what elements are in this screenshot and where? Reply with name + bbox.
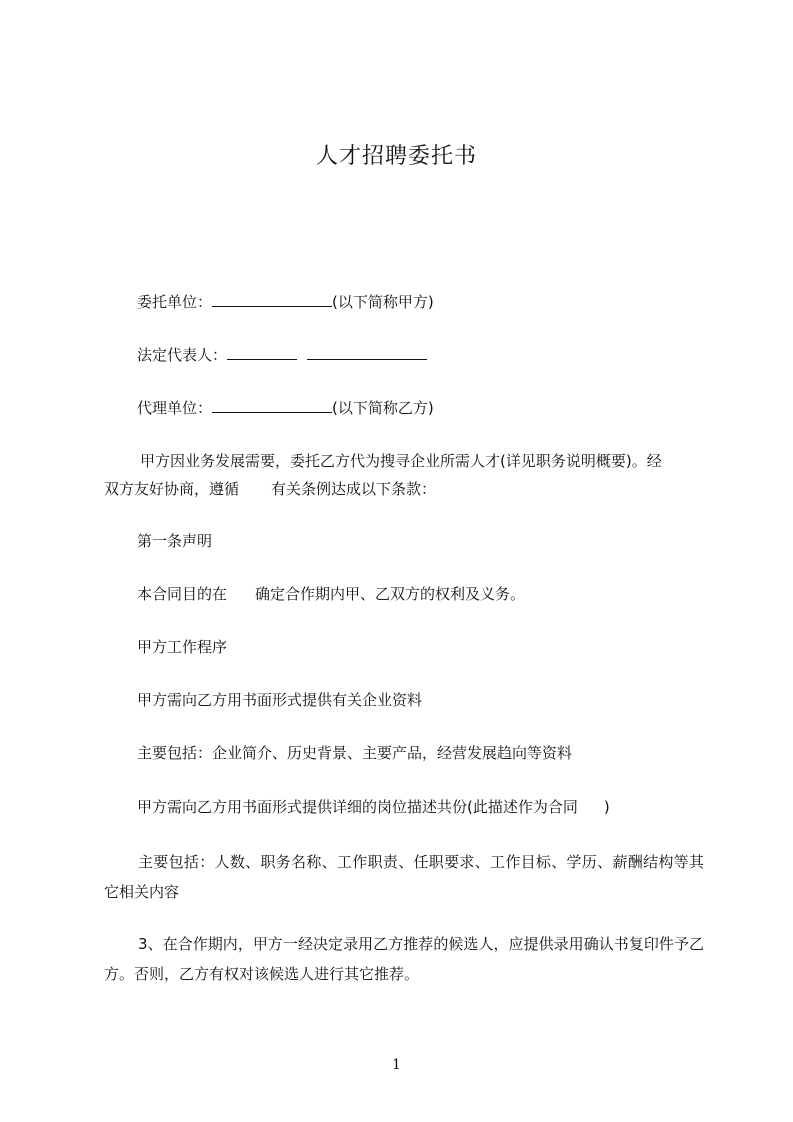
page-number: 1	[392, 1057, 401, 1073]
legal-rep-line	[137, 345, 427, 365]
agent-unit-suffix: (以下简称乙方)	[332, 399, 434, 417]
job-description-item	[137, 797, 610, 817]
job-description-part-b: )	[603, 798, 610, 816]
intro-line-2-part-a: 双方友好协商，遵循	[104, 480, 240, 498]
document-title: 人才招聘委托书	[315, 144, 477, 169]
legal-rep-blank-1[interactable]	[227, 345, 297, 360]
purpose-line	[137, 584, 525, 604]
item-3-paragraph: 3、在合作期内，甲方一经决定录用乙方推荐的候选人，应提供录用确认书复印件予乙方。否则，乙方有权对该候选人进行其它推荐。	[104, 935, 704, 983]
purpose-part-b: 确定合作期内甲、乙双方的权利及义务。	[255, 585, 526, 603]
intro-line-2-part-b: 有关条例达成以下条款：	[271, 480, 437, 498]
intro-line-1: 甲方因业务发展需要，委托乙方代为搜寻企业所需人才(详见职务说明概要)。经	[140, 452, 662, 470]
job-description-detail: 主要包括：人数、职务名称、工作职责、任职要求、工作目标、学历、薪酬结构等其它相关内容	[104, 853, 704, 901]
client-unit-suffix: (以下简称甲方)	[332, 293, 434, 311]
intro-line-2	[104, 479, 436, 499]
procedure-heading: 甲方工作程序	[137, 638, 228, 656]
client-unit-line	[137, 292, 434, 312]
legal-rep-label: 法定代表人：	[137, 346, 228, 364]
job-description-part-a: 甲方需向乙方用书面形式提供详细的岗位描述共份(此描述作为合同	[137, 798, 578, 816]
client-unit-blank[interactable]	[212, 292, 332, 307]
materials-detail: 主要包括：企业简介、历史背景、主要产品，经营发展趋向等资料	[137, 744, 573, 762]
client-unit-label: 委托单位：	[137, 293, 213, 311]
article-1-heading: 第一条声明	[137, 532, 213, 550]
legal-rep-blank-2[interactable]	[307, 345, 427, 360]
agent-unit-label: 代理单位：	[137, 399, 213, 417]
purpose-part-a: 本合同目的在	[137, 585, 228, 603]
agent-unit-blank[interactable]	[212, 398, 332, 413]
agent-unit-line	[137, 398, 434, 418]
materials-item: 甲方需向乙方用书面形式提供有关企业资料	[137, 691, 423, 709]
